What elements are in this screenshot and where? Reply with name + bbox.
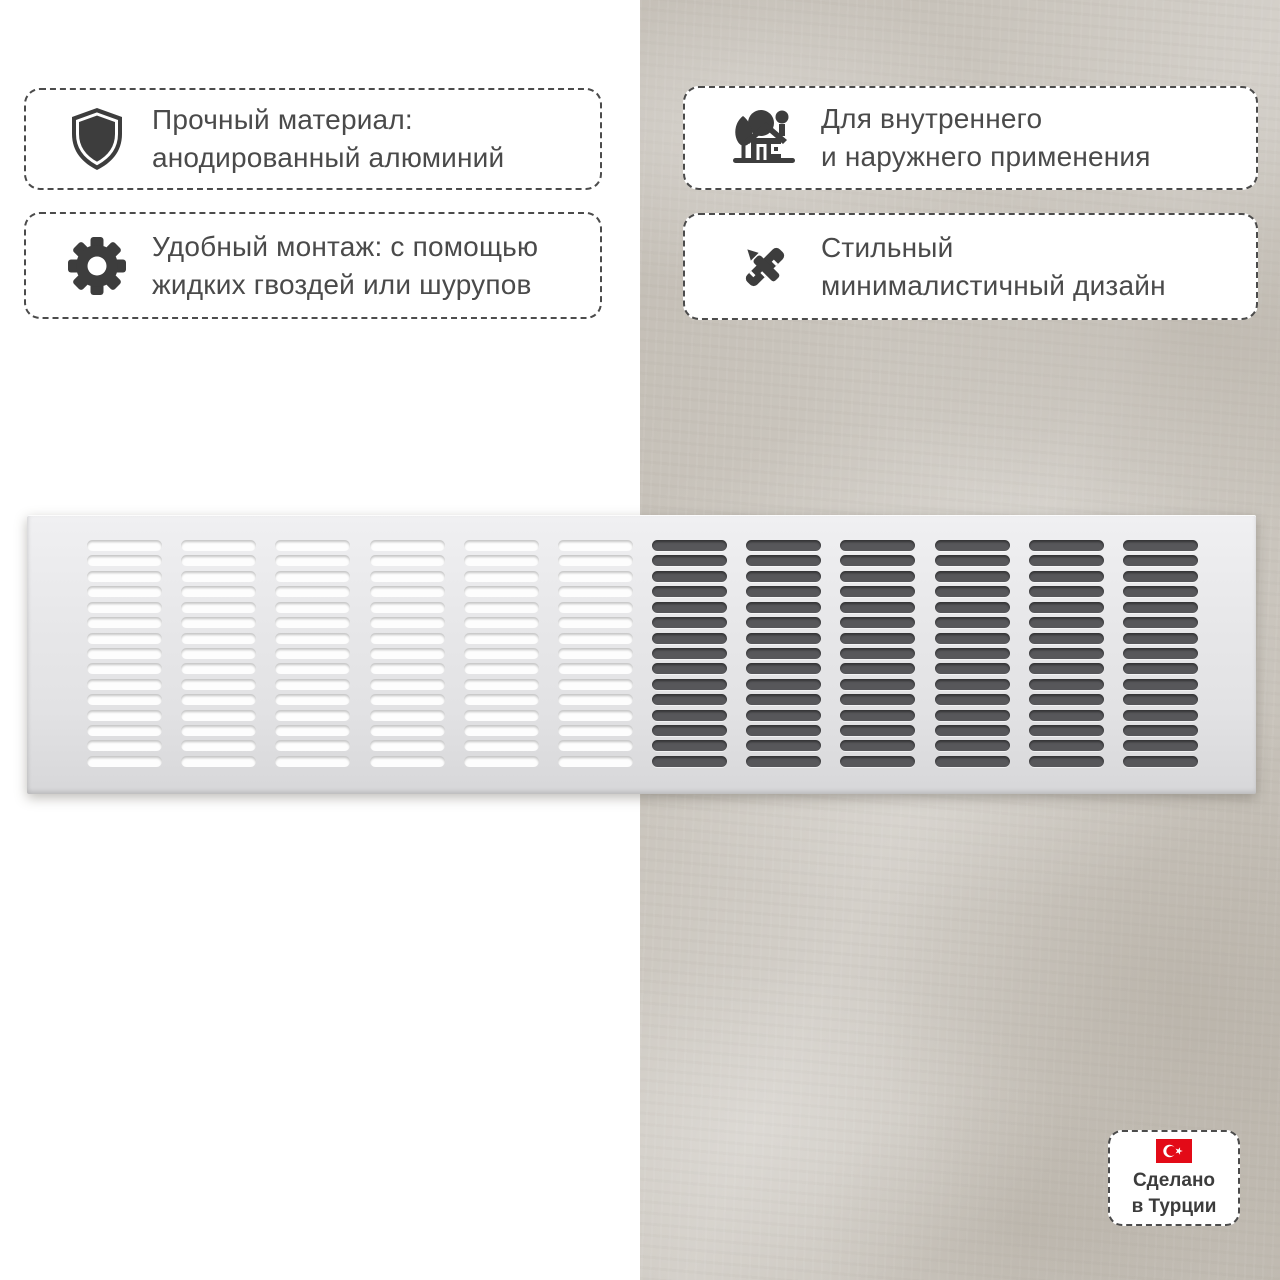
grille-slot [181, 679, 256, 690]
grille-slot [1029, 694, 1104, 705]
grille-slot [1123, 648, 1198, 659]
grille-slot [652, 679, 727, 690]
grille-slot [1029, 586, 1104, 597]
grille-slot [746, 725, 821, 736]
feature-line: жидких гвоздей или шурупов [152, 268, 532, 300]
grille-slot [181, 756, 256, 767]
grille-slot [370, 694, 445, 705]
grille-slot [464, 617, 539, 628]
grille-slot [558, 710, 633, 721]
grille-slot [181, 602, 256, 613]
grille-slot [275, 571, 350, 582]
grille-slot [370, 633, 445, 644]
made-in-badge [1108, 1130, 1240, 1226]
grille-slot [181, 740, 256, 751]
feature-box-mounting [24, 212, 602, 319]
grille-slot [87, 571, 162, 582]
grille-slot [370, 586, 445, 597]
grille-slot [746, 617, 821, 628]
grille-slot [87, 740, 162, 751]
grille-slot [1123, 694, 1198, 705]
feature-line: и наружнего применения [821, 141, 1151, 172]
grille-slot [652, 648, 727, 659]
grille-slot [275, 740, 350, 751]
grille-slots [87, 540, 1198, 767]
grille-slot [746, 679, 821, 690]
feature-line: Удобный монтаж: с помощью [152, 230, 539, 262]
grille-slot [87, 694, 162, 705]
grille-slot [87, 540, 162, 551]
grille-slot [1029, 633, 1104, 644]
grille-slot [746, 555, 821, 566]
feature-box-usage [683, 86, 1258, 190]
grille-slot [87, 679, 162, 690]
grille-slot [652, 725, 727, 736]
grille-slot [181, 648, 256, 659]
grille-slot [935, 663, 1010, 674]
grille-slot [370, 725, 445, 736]
grille-slot [652, 540, 727, 551]
grille-slot [1029, 740, 1104, 751]
grille-slot [181, 663, 256, 674]
grille-slot [652, 633, 727, 644]
grille-slot [275, 663, 350, 674]
grille-slot [87, 663, 162, 674]
grille-slot [840, 633, 915, 644]
grille-slot [370, 756, 445, 767]
grille-slot [275, 694, 350, 705]
feature-line: минималистичный дизайн [821, 269, 1166, 301]
grille-slot [840, 617, 915, 628]
grille-slot [1029, 540, 1104, 551]
grille-slot [935, 725, 1010, 736]
grille-slot [87, 725, 162, 736]
grille-slot [840, 555, 915, 566]
grille-slot [840, 679, 915, 690]
grille-slot [935, 756, 1010, 767]
grille-slot [464, 571, 539, 582]
grille-slot [1029, 571, 1104, 582]
grille-slot [275, 602, 350, 613]
badge-line: в Турции [1131, 1195, 1217, 1217]
grille-slot [370, 648, 445, 659]
grille-slot [181, 586, 256, 597]
grille-slot [87, 710, 162, 721]
grille-slot [464, 540, 539, 551]
grille-slot [370, 555, 445, 566]
grille-slot [464, 710, 539, 721]
grille-slot [1029, 602, 1104, 613]
house-nature-icon [731, 108, 799, 168]
shield-icon [68, 107, 126, 171]
grille-slot [275, 725, 350, 736]
grille-slot [558, 617, 633, 628]
grille-slot [935, 555, 1010, 566]
grille-slot [1123, 571, 1198, 582]
grille-slot [558, 571, 633, 582]
grille-slot [181, 633, 256, 644]
grille-slot [181, 725, 256, 736]
grille-slot [935, 586, 1010, 597]
grille-slot [181, 540, 256, 551]
grille-slot [746, 694, 821, 705]
grille-slot [746, 586, 821, 597]
grille-slot [1029, 617, 1104, 628]
grille-slot [1123, 725, 1198, 736]
grille-slot [558, 679, 633, 690]
grille-slot [558, 648, 633, 659]
grille-slot [652, 710, 727, 721]
grille-slot [558, 540, 633, 551]
grille-slot [275, 756, 350, 767]
grille-slot [652, 617, 727, 628]
grille-slot [840, 540, 915, 551]
grille-slot [275, 617, 350, 628]
grille-slot [652, 663, 727, 674]
grille-slot [558, 725, 633, 736]
grille-slot [652, 756, 727, 767]
grille-slot [370, 663, 445, 674]
grille-slot [935, 633, 1010, 644]
grille-slot [558, 756, 633, 767]
grille-slot [464, 740, 539, 751]
grille-slot [87, 617, 162, 628]
grille-slot [370, 710, 445, 721]
grille-slot [652, 586, 727, 597]
grille-slot [1123, 679, 1198, 690]
grille-slot [746, 602, 821, 613]
grille-slot [464, 725, 539, 736]
grille-slot [652, 740, 727, 751]
badge-line: Сделано [1132, 1169, 1216, 1191]
grille-slot [840, 740, 915, 751]
ventilation-grille [27, 515, 1256, 794]
grille-slot [558, 555, 633, 566]
grille-slot [370, 540, 445, 551]
grille-slot [370, 617, 445, 628]
grille-slot [1123, 756, 1198, 767]
grille-slot [558, 740, 633, 751]
grille-slot [1123, 617, 1198, 628]
grille-slot [1123, 602, 1198, 613]
grille-slot [746, 756, 821, 767]
grille-slot [746, 571, 821, 582]
turkey-flag-icon [1156, 1139, 1192, 1163]
feature-line: Прочный материал: [152, 104, 413, 135]
grille-slot [275, 540, 350, 551]
grille-slot [464, 694, 539, 705]
grille-slot [558, 694, 633, 705]
grille-slot [1029, 663, 1104, 674]
grille-slot [1123, 740, 1198, 751]
grille-slot [181, 710, 256, 721]
grille-slot [935, 710, 1010, 721]
feature-line: Стильный [821, 231, 954, 263]
grille-slot [935, 679, 1010, 690]
grille-slot [558, 633, 633, 644]
grille-slot [87, 555, 162, 566]
grille-slot [1029, 679, 1104, 690]
grille-slot [652, 694, 727, 705]
grille-slot [87, 648, 162, 659]
grille-slot [464, 663, 539, 674]
grille-slot [935, 617, 1010, 628]
grille-slot [1123, 555, 1198, 566]
grille-slot [1123, 663, 1198, 674]
grille-slot [370, 740, 445, 751]
grille-slot [370, 679, 445, 690]
grille-slot [1029, 725, 1104, 736]
grille-slot [840, 694, 915, 705]
grille-slot [652, 571, 727, 582]
grille-slot [558, 602, 633, 613]
grille-slot [935, 694, 1010, 705]
grille-slot [935, 540, 1010, 551]
grille-slot [840, 725, 915, 736]
grille-slot [1029, 555, 1104, 566]
grille-slot [746, 663, 821, 674]
grille-slot [840, 571, 915, 582]
grille-slot [464, 602, 539, 613]
grille-slot [935, 648, 1010, 659]
pencil-ruler-icon [735, 238, 795, 296]
gear-icon [66, 236, 128, 296]
grille-slot [558, 663, 633, 674]
grille-slot [558, 586, 633, 597]
grille-slot [87, 756, 162, 767]
grille-slot [1029, 710, 1104, 721]
grille-slot [370, 602, 445, 613]
grille-slot [275, 648, 350, 659]
grille-slot [464, 648, 539, 659]
grille-slot [464, 586, 539, 597]
grille-slot [840, 586, 915, 597]
grille-slot [181, 555, 256, 566]
grille-slot [464, 555, 539, 566]
grille-slot [1123, 586, 1198, 597]
grille-slot [652, 555, 727, 566]
grille-slot [87, 633, 162, 644]
grille-slot [840, 756, 915, 767]
grille-slot [840, 648, 915, 659]
grille-slot [464, 633, 539, 644]
grille-slot [1123, 710, 1198, 721]
grille-slot [840, 710, 915, 721]
grille-slot [275, 586, 350, 597]
feature-line: Для внутреннего [821, 103, 1043, 134]
feature-line: анодированный алюминий [152, 142, 505, 173]
grille-slot [87, 586, 162, 597]
grille-slot [275, 710, 350, 721]
grille-slot [935, 571, 1010, 582]
grille-slot [275, 679, 350, 690]
grille-slot [464, 756, 539, 767]
feature-box-material [24, 88, 602, 190]
grille-slot [746, 633, 821, 644]
grille-slot [1029, 648, 1104, 659]
grille-slot [370, 571, 445, 582]
feature-box-design [683, 213, 1258, 320]
grille-slot [181, 694, 256, 705]
grille-slot [746, 710, 821, 721]
grille-slot [746, 648, 821, 659]
grille-slot [1029, 756, 1104, 767]
grille-slot [275, 633, 350, 644]
grille-slot [87, 602, 162, 613]
grille-slot [746, 740, 821, 751]
grille-slot [935, 740, 1010, 751]
grille-slot [464, 679, 539, 690]
grille-slot [1123, 540, 1198, 551]
grille-slot [840, 602, 915, 613]
grille-slot [935, 602, 1010, 613]
grille-slot [181, 571, 256, 582]
grille-slot [746, 540, 821, 551]
grille-slot [1123, 633, 1198, 644]
grille-slot [275, 555, 350, 566]
grille-slot [181, 617, 256, 628]
grille-slot [652, 602, 727, 613]
grille-slot [840, 663, 915, 674]
